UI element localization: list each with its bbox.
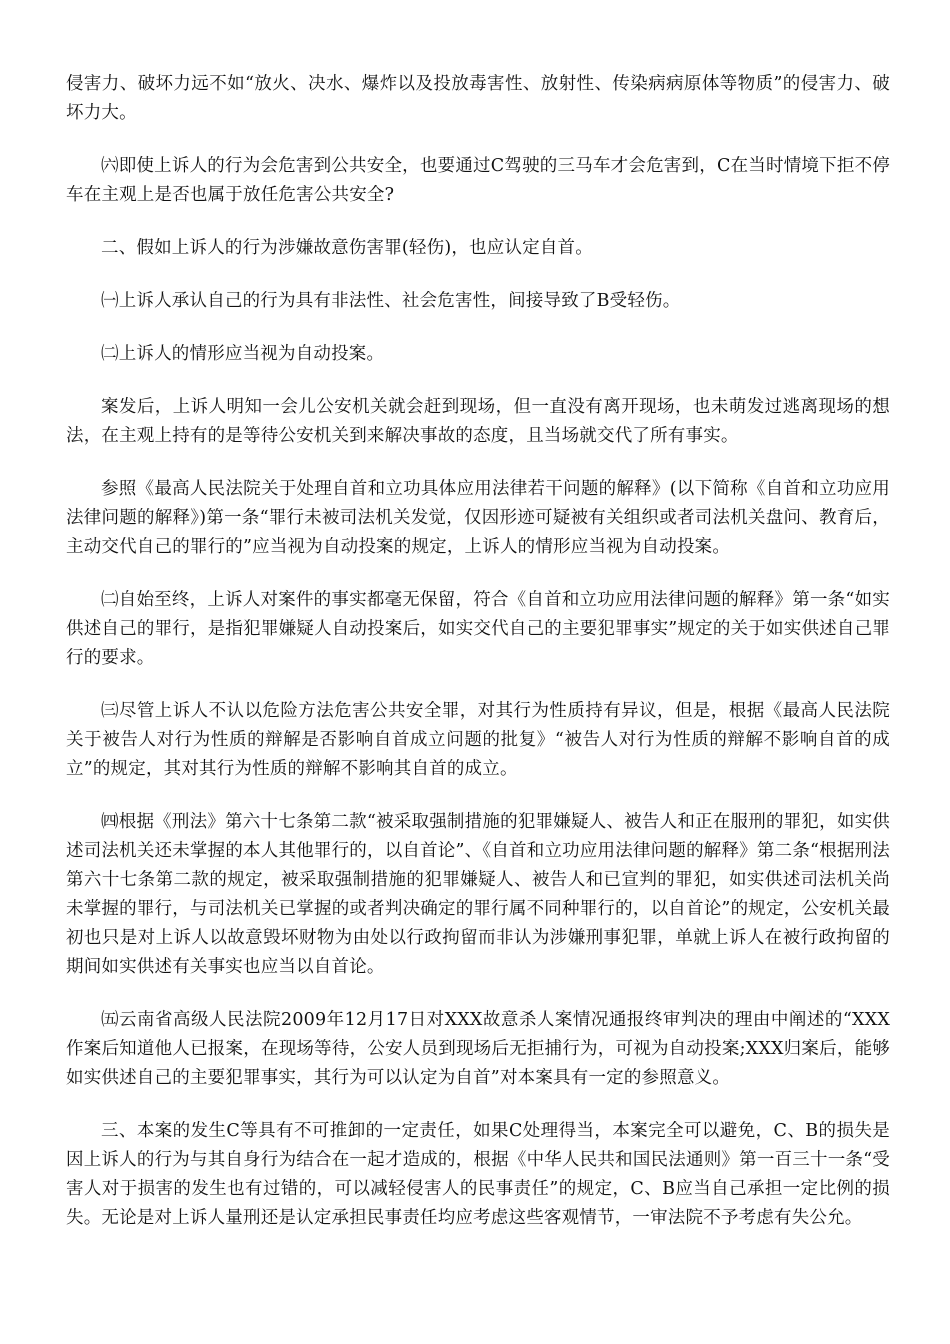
section-heading: 三、本案的发生C等具有不可推卸的一定责任，如果C处理得当，本案完全可以避免，C、B的损失是因上诉人的行为与其自身行为结合在一起才造成的，根据《中华人民共和国民法通则》第一百三十一条“受害人对于损害的发生也有过错的，可以减轻侵害人的民事责任”的规定，C、B应当自己承担一定比例的损失。无论是对上诉人量刑还是认定承担民事责任均应考虑这些客观情节，一审法院不予考虑有失公允。 [66, 1121, 890, 1228]
paragraph: ㈤云南省高级人民法院2009年12月17日对XXX故意杀人案情况通报终审判决的理由中阐述的“XXX作案后知道他人已报案，在现场等待，公安人员到现场后无拒捕行为，可视为自动投案;XXX归案后，能够如实供述自己的主要犯罪事实，其行为可以认定为自首”对本案具有一定的参照意义。 [66, 1010, 890, 1088]
document-body [66, 70, 890, 1257]
paragraph: 案发后，上诉人明知一会儿公安机关就会赶到现场，但一直没有离开现场，也未萌发过逃离现场的想法，在主观上持有的是等待公安机关到来解决事故的态度，且当场就交代了所有事实。 [66, 397, 890, 446]
paragraph: ㈣根据《刑法》第六十七条第二款“被采取强制措施的犯罪嫌疑人、被告人和正在服刑的罪犯，如实供述司法机关还未掌握的本人其他罪行的，以自首论”、《自首和立功应用法律问题的解释》第二条“根据刑法第六十七条第二款的规定，被采取强制措施的犯罪嫌疑人、被告人和已宣判的罪犯，如实供述司法机关尚未掌握的罪行，与司法机关已掌握的或者判决确定的罪行属不同种罪行的，以自首论”的规定，公安机关最初也只是对上诉人以故意毁坏财物为由处以行政拘留而非认为涉嫌刑事犯罪，单就上诉人在被行政拘留的期间如实供述有关事实也应当以自首论。 [66, 812, 890, 977]
paragraph: ㈠上诉人承认自己的行为具有非法性、社会危害性，间接导致了B受轻伤。 [101, 291, 681, 311]
section-heading: 二、假如上诉人的行为涉嫌故意伤害罪(轻伤)，也应认定自首。 [101, 238, 593, 258]
paragraph: ㈥即使上诉人的行为会危害到公共安全，也要通过C驾驶的三马车才会危害到，C在当时情境下拒不停车在主观上是否也属于放任危害公共安全? [66, 156, 890, 205]
paragraph: ㈡上诉人的情形应当视为自动投案。 [101, 344, 385, 364]
paragraph: ㈢尽管上诉人不认以危险方法危害公共安全罪，对其行为性质持有异议，但是，根据《最高人民法院关于被告人对行为性质的辩解是否影响自首成立问题的批复》“被告人对行为性质的辩解不影响自首的成立”的规定，其对其行为性质的辩解不影响其自首的成立。 [66, 701, 890, 779]
paragraph: 参照《最高人民法院关于处理自首和立功具体应用法律若干问题的解释》(以下简称《自首和立功应用法律问题的解释》)第一条“罪行未被司法机关发觉，仅因形迹可疑被有关组织或者司法机关盘问、教育后，主动交代自己的罪行的”应当视为自动投案的规定，上诉人的情形应当视为自动投案。 [66, 479, 890, 557]
paragraph: ㈡自始至终，上诉人对案件的事实都毫无保留，符合《自首和立功应用法律问题的解释》第一条“如实供述自己的罪行，是指犯罪嫌疑人自动投案后，如实交代自己的主要犯罪事实”规定的关于如实供述自己罪行的要求。 [66, 590, 890, 668]
paragraph-continuation: 侵害力、破坏力远不如“放火、决水、爆炸以及投放毒害性、放射性、传染病病原体等物质”的侵害力、破坏力大。 [66, 74, 890, 123]
